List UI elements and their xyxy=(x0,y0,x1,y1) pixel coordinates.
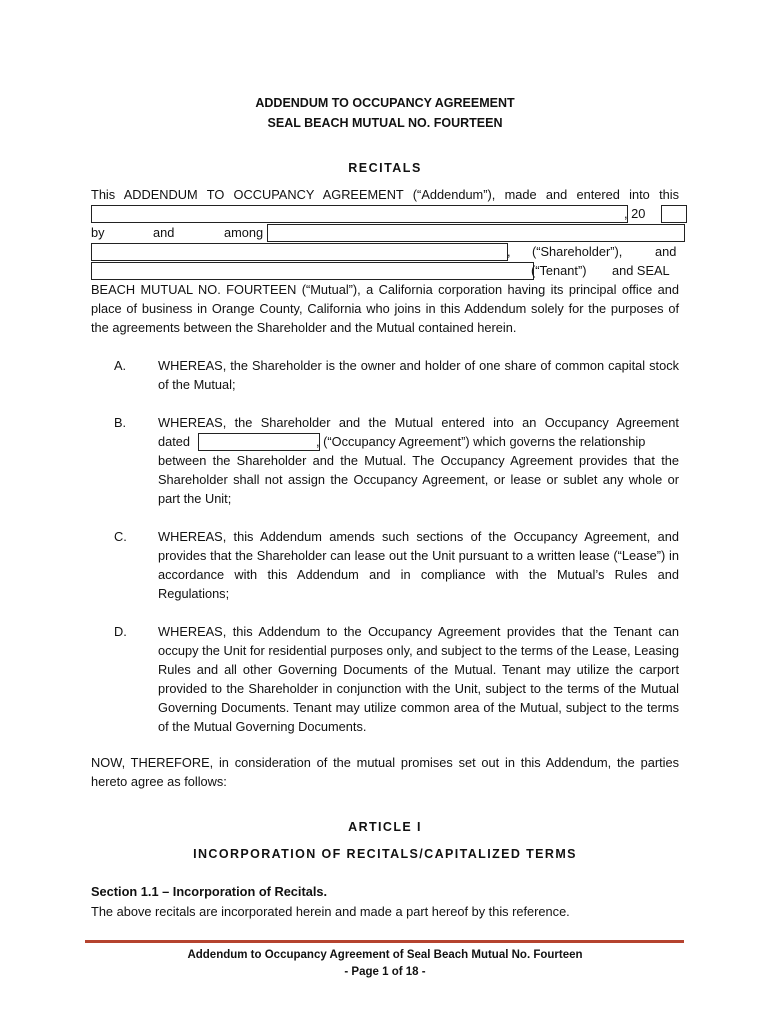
and-label: and xyxy=(153,225,175,240)
section-heading: Section 1.1 – Incorporation of Recitals. xyxy=(91,884,328,899)
tenant-label: (“Tenant”) xyxy=(531,263,587,278)
shareholder-input[interactable] xyxy=(91,243,508,261)
footer-rule xyxy=(85,940,684,943)
year-input[interactable] xyxy=(661,205,687,223)
footer-title: Addendum to Occupancy Agreement of Seal Beach Mutual No. Fourteen xyxy=(187,949,583,961)
comma-label: , xyxy=(507,244,511,259)
dated-label: dated xyxy=(158,434,191,449)
document-title-line1: ADDENDUM TO OCCUPANCY AGREEMENT xyxy=(255,96,515,110)
item-b-line1: WHEREAS, the Shareholder and the Mutual entered into an Occupancy Agreement xyxy=(158,415,679,430)
date-input[interactable] xyxy=(91,205,628,223)
item-b-rest: between the Shareholder and the Mutual. The Occupancy Agreement provides that the Shareholder shall not assign the Occupancy Agreement, or lease or sublet any whole or part the Unit; xyxy=(158,453,679,506)
item-d-letter: D. xyxy=(114,624,127,639)
intro-line1: This ADDENDUM TO OCCUPANCY AGREEMENT (“Addendum”), made and entered into this xyxy=(91,187,679,202)
and-seal-label: and SEAL xyxy=(612,263,670,278)
item-a-letter: A. xyxy=(114,358,127,373)
item-b-letter: B. xyxy=(114,415,127,430)
item-a-text: WHEREAS, the Shareholder is the owner and holder of one share of common capital stock of the Mutual; xyxy=(158,358,679,392)
item-d-text: WHEREAS, this Addendum to the Occupancy Agreement provides that the Tenant can occupy the Unit for residential purposes only, and subject to the terms of the Lease, Leasing Rules and all other Governing Documents of the Mutual. Tenant may utilize the carport provided to the Shareholder in conjunction with the Unit, subject to the terms of the Mutual Governing Documents. Tenant may utilize common area of the Mutual, subject to the terms of the Mutual Governing Documents. xyxy=(158,624,679,734)
now-therefore-paragraph: NOW, THEREFORE, in consideration of the mutual promises set out in this Addendum, the parties hereto agree as follows: xyxy=(91,755,679,789)
document-title-line2: SEAL BEACH MUTUAL NO. FOURTEEN xyxy=(267,116,503,130)
dated-input[interactable] xyxy=(198,433,320,451)
by-label: by xyxy=(91,225,105,240)
article-heading: ARTICLE I xyxy=(348,820,422,834)
dated-after-text: , (“Occupancy Agreement”) which governs the relationship xyxy=(316,434,646,449)
page-number: - Page 1 of 18 - xyxy=(344,966,426,978)
shareholder-label: (“Shareholder”), xyxy=(532,244,623,259)
intro-paragraph: BEACH MUTUAL NO. FOURTEEN (“Mutual”), a California corporation having its principal office and place of business in Orange County, California who joins in this Addendum solely for the purposes of the agreements between the Shareholder and the Mutual contained herein. xyxy=(91,282,679,335)
and-label-2: and xyxy=(655,244,677,259)
article-subheading: INCORPORATION OF RECITALS/CAPITALIZED TERMS xyxy=(193,847,577,861)
party-input[interactable] xyxy=(267,224,685,242)
section-text: The above recitals are incorporated herein and made a part hereof by this reference. xyxy=(91,904,570,919)
comma-20-label: , 20 xyxy=(624,206,646,221)
among-label: among xyxy=(224,225,264,240)
item-c-text: WHEREAS, this Addendum amends such sections of the Occupancy Agreement, and provides that the Shareholder can lease out the Unit pursuant to a written lease (“Lease”) in accordance with this Addendum and in compliance with the Mutual’s Rules and Regulations; xyxy=(158,529,679,601)
tenant-input[interactable] xyxy=(91,262,534,280)
item-c-letter: C. xyxy=(114,529,127,544)
recitals-heading: RECITALS xyxy=(348,161,422,175)
